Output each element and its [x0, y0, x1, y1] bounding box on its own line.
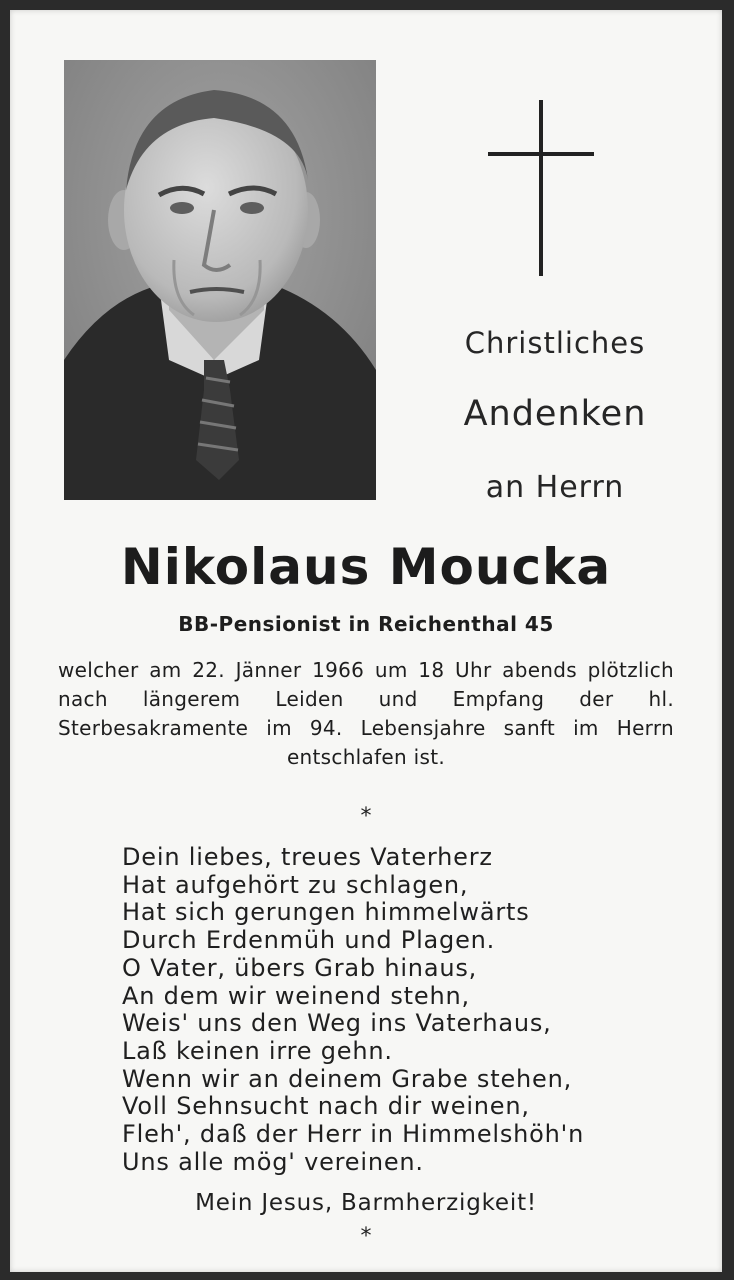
poem-line: Dein liebes, treues Vaterherz	[122, 843, 493, 871]
deceased-name: Nikolaus Moucka	[120, 538, 612, 596]
poem-line: Durch Erdenmüh und Plagen.	[122, 926, 496, 955]
poem-line: Laß keinen irre gehn.	[122, 1036, 393, 1065]
poem-line: Hat sich gerungen himmelwärts	[122, 898, 530, 927]
closing-prayer: Mein Jesus, Barmherzigkeit!	[195, 1190, 537, 1216]
poem-line: Hat aufgehört zu schlagen,	[122, 870, 469, 899]
poem-line: Uns alle mög' vereinen.	[122, 1147, 424, 1176]
occupation-residence: BB-Pensionist in Reichenthal 45	[178, 612, 554, 636]
memorial-card	[10, 10, 722, 1272]
poem-line: Voll Sehnsucht nach dir weinen,	[122, 1092, 530, 1121]
poem-line: Weis' uns den Weg ins Vaterhaus,	[122, 1009, 552, 1038]
separator-asterisk: *	[360, 804, 372, 829]
heading-andenken: Andenken	[463, 394, 647, 434]
portrait-image	[64, 60, 376, 500]
poem-line: O Vater, übers Grab hinaus,	[122, 953, 478, 982]
cross-icon	[488, 100, 594, 276]
heading-christliches: Christliches	[464, 326, 646, 360]
poem	[122, 844, 584, 1176]
poem-line: Wenn wir an deinem Grabe stehen,	[122, 1064, 573, 1093]
death-notice: welcher am 22. Jänner 1966 um 18 Uhr abends plötzlich nach längerem Leiden und Empfang der hl. Sterbesakramente im 94. Lebensjahre sanft im Herrn entschlafen ist.	[58, 658, 674, 769]
poem-line: An dem wir weinend stehn,	[122, 981, 470, 1010]
heading-an-herrn: an Herrn	[485, 470, 625, 505]
poem-line: Fleh', daß der Herr in Himmelshöh'n	[122, 1120, 585, 1149]
portrait-photo	[64, 60, 376, 500]
separator-asterisk-bottom: *	[360, 1224, 372, 1249]
